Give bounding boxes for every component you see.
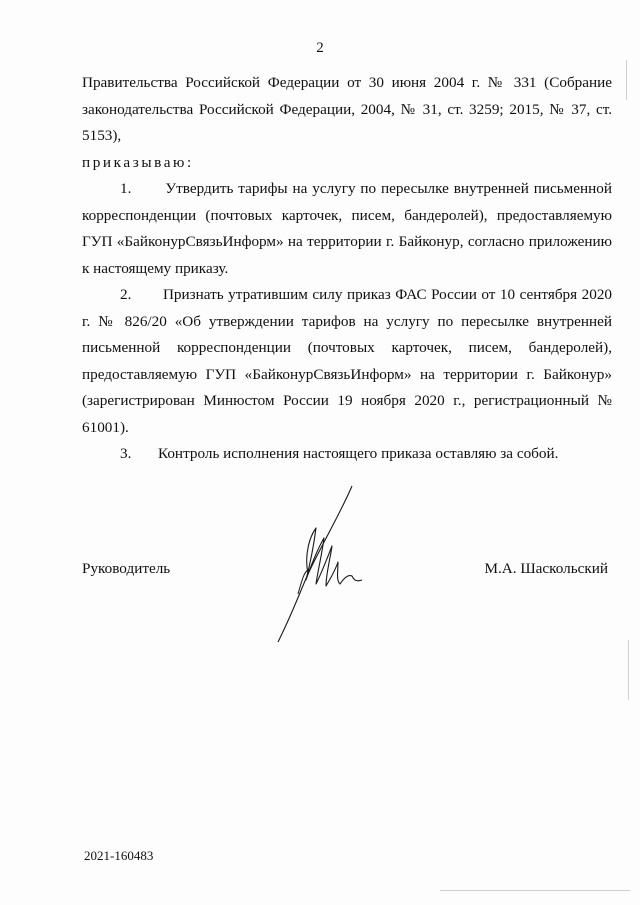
order-item-2-number: 2. [120, 286, 132, 303]
order-item-3-number: 3. [120, 445, 132, 462]
signatory-title: Руководитель [82, 560, 171, 577]
page-number: 2 [316, 40, 324, 56]
order-item-2-text: Признать утратившим силу приказ ФАС России от 10 сентября 2020 г. № 826/20 «Об утверждении тарифов на услугу по пересылке внутренней письменной корреспонденции (почтовых карточек, писем, бандеролей), предоставляемую ГУП «БайконурСвязьИнформ» на территории г. Байконур» (зарегистрирован Минюстом России 19 ноября 2020 г., регистрационный № 61001). [82, 286, 613, 436]
signature-block [82, 560, 612, 584]
paragraph-legal-basis: Правительства Российской Федерации от 30 июня 2004 г. № 331 (Собрание законодательства Российской Федерации, 2004, № 31, ст. 3259; 2015, № 37, ст. 5153), [82, 74, 612, 144]
document-body [82, 70, 612, 468]
signatory-name: М.А. Шаскольский [484, 560, 608, 577]
order-item-1-number: 1. [120, 180, 132, 197]
paragraph-order-word: приказываю: [82, 153, 194, 171]
scan-edge-mark [626, 60, 627, 100]
order-item-1 [82, 176, 612, 282]
order-item-3 [82, 441, 612, 468]
order-item-2 [82, 282, 612, 441]
scan-edge-mark [628, 640, 629, 700]
document-code: 2021-160483 [84, 848, 154, 863]
order-item-1-text: Утвердить тарифы на услугу по пересылке внутренней письменной корреспонденции (почтовых карточек, писем, бандеролей), предоставляемую ГУП «БайконурСвязьИнформ» на территории г. Байконур, согласно приложению к настоящему приказу. [82, 180, 612, 277]
order-item-3-text: Контроль исполнения настоящего приказа оставляю за собой. [157, 445, 559, 462]
scan-edge-mark [440, 890, 630, 891]
